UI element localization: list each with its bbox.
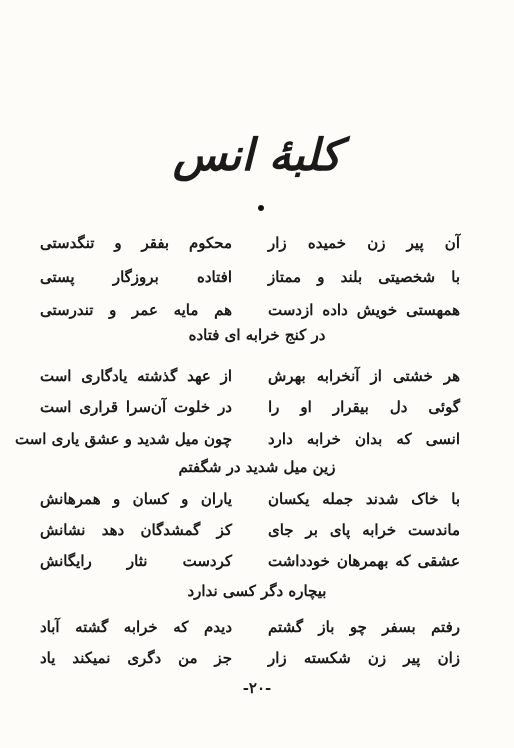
verse-line [40,394,460,420]
second-hemistich: یاران و کسان و همرهانش [40,490,232,508]
verse-line [40,264,460,290]
first-hemistich: هر خشتی از آنخرابه بهرش [268,367,460,385]
title-ornament-dot [258,205,264,211]
second-hemistich: محکوم بفقر و تنگدستی [40,234,232,252]
verse-line [40,517,460,543]
first-hemistich: انسی که بدان خرابه دارد [268,430,460,448]
stanza-refrain: بیچاره دگر کسی ندارد [187,582,327,600]
second-hemistich: دیدم که خرابه گشته آباد [40,618,232,636]
first-hemistich: رفتم بسفر چو باز گشتم [268,618,460,636]
poem-title: کلبهٔ انس [172,130,342,181]
verse-line [40,230,460,256]
first-hemistich: عشقی که بهمرهان خودداشت [268,552,460,570]
verse-line [14,426,460,452]
verse-line [40,614,460,640]
first-hemistich: همهستی خویش داده ازدست [268,301,460,319]
second-hemistich: کز گمشدگان دهد نشانش [40,521,232,539]
second-hemistich: از عهد گذشته یادگاری است [40,367,232,385]
verse-line [40,645,460,671]
verse-line [40,548,460,574]
first-hemistich: زان پیر زن شکسته زار [268,649,460,667]
second-hemistich: افتاده بروزگار پستی [40,268,232,286]
page-number: -۲۰- [242,679,272,697]
verse-line [40,486,460,512]
second-hemistich: چون میل شدید و عشق یاری است [14,430,232,448]
verse-line [40,363,460,389]
second-hemistich: هم مایه عمر و تندرستی [40,301,232,319]
first-hemistich: ماندست خرابه پای بر جای [268,521,460,539]
first-hemistich: گوئی دل بیقرار او را [268,398,460,416]
second-hemistich: جز من دگری نمیکند یاد [40,649,232,667]
second-hemistich: کردست نثار رایگانش [40,552,232,570]
first-hemistich: با شخصیتی بلند و ممتاز [268,268,460,286]
first-hemistich: آن پیر زن خمیده زار [268,234,460,252]
first-hemistich: با خاک شدند جمله یکسان [268,490,460,508]
stanza-refrain: در کنج خرابه ای فتاده [188,326,326,344]
second-hemistich: در خلوت آن‌سرا قراری است [40,398,232,416]
verse-line [40,297,460,323]
stanza-refrain: زین میل شدید در شگفتم [178,458,336,476]
